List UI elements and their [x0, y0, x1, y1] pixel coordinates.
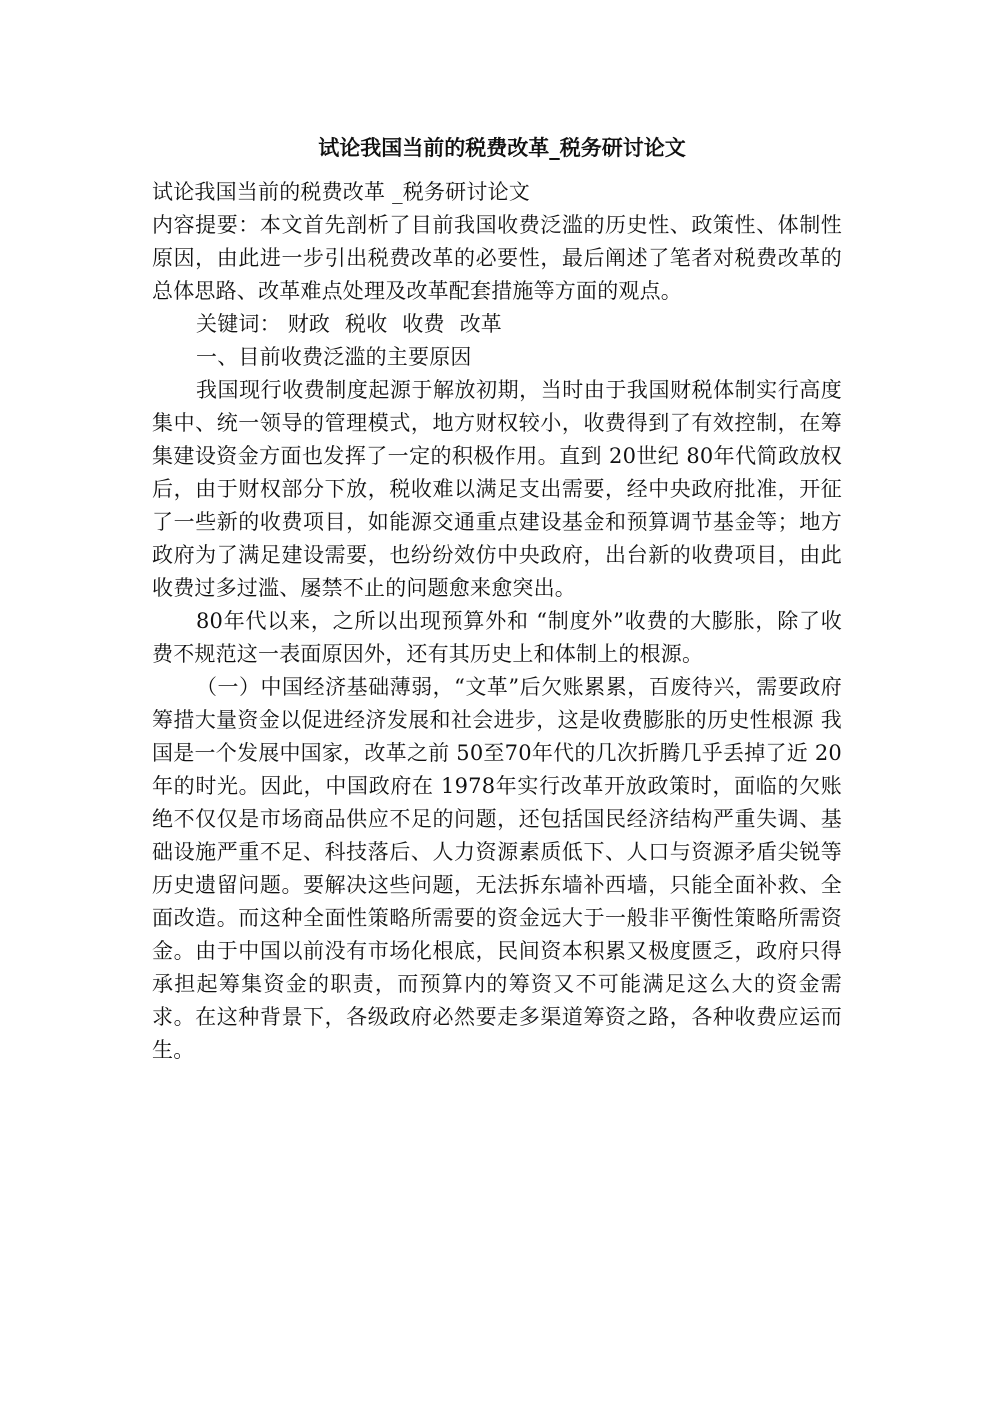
keywords-label: 关键词：	[196, 312, 281, 336]
document-subtitle: 试论我国当前的税费改革 _税务研讨论文	[152, 180, 530, 204]
document-title: 试论我国当前的税费改革_税务研讨论文	[318, 135, 686, 160]
keyword-item: 税收	[345, 312, 388, 336]
body-paragraph: （一）中国经济基础薄弱，“文革”后欠账累累，百废待兴，需要政府筹措大量资金以促进经济发展和社会进步，这是收费膨胀的历史性根源 我国是一个发展中国家，改革之前 50至70年代的几次折腾几乎丢掉了近 20年的时光。因此，中国政府在 1978年实行改革开放政策时，面临的欠账绝不仅仅是市场商品供应不足的问题，还包括国民经济结构严重失调、基础设施严重不足、科技落后、人力资源素质低下、人口与资源矛盾尖锐等历史遗留问题。要解决这些问题，无法拆东墙补西墙，只能全面补救、全面改造。而这种全面性策略所需要的资金远大于一般非平衡性策略所需资金。由于中国以前没有市场化根底，民间资本积累又极度匮乏，政府只得承担起筹集资金的职责，而预算内的筹资又不可能满足这么大的资金需求。在这种背景下，各级政府必然要走多渠道筹资之路，各种收费应运而生。	[152, 675, 842, 1062]
keyword-item: 财政	[287, 312, 331, 336]
keywords-line	[152, 308, 842, 341]
document-page	[152, 128, 842, 1067]
abstract-paragraph: 内容提要：本文首先剖析了目前我国收费泛滥的历史性、政策性、体制性原因，由此进一步引出税费改革的必要性，最后阐述了笔者对税费改革的总体思路、改革难点处理及改革配套措施等方面的观点。	[152, 213, 842, 303]
body-paragraph: 80年代以来，之所以出现预算外和 “制度外”收费的大膨胀，除了收费不规范这一表面原因外，还有其历史上和体制上的根源。	[152, 609, 842, 666]
keyword-item: 改革	[459, 312, 502, 336]
section-heading: 一、目前收费泛滥的主要原因	[196, 345, 472, 369]
body-paragraph: 我国现行收费制度起源于解放初期，当时由于我国财税体制实行高度集中、统一领导的管理模式，地方财权较小，收费得到了有效控制，在筹集建设资金方面也发挥了一定的积极作用。直到 20世纪 80年代简政放权后，由于财权部分下放，税收难以满足支出需要，经中央政府批准，开征了一些新的收费项目，如能源交通重点建设基金和预算调节基金等；地方政府为了满足建设需要，也纷纷效仿中央政府，出台新的收费项目，由此收费过多过滥、屡禁不止的问题愈来愈突出。	[152, 378, 842, 600]
keyword-item: 收费	[402, 312, 445, 336]
